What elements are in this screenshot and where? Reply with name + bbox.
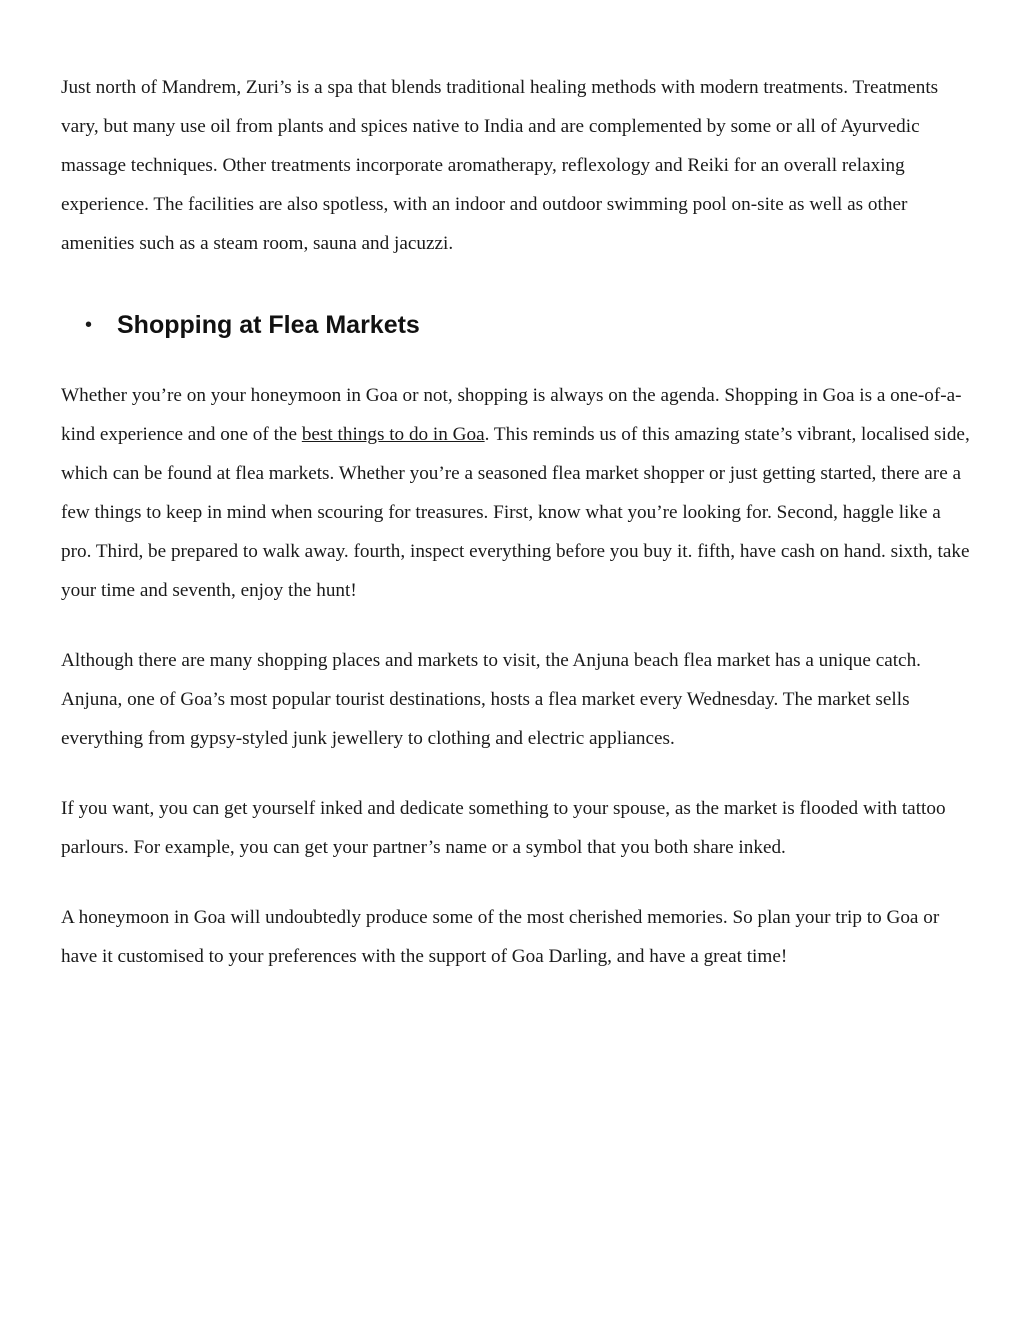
document-page [61, 68, 971, 1007]
conclusion-paragraph: A honeymoon in Goa will undoubtedly produce some of the most cherished memories. So plan your trip to Goa or have it customised to your preferences with the support of Goa Darling, and have a great time! [61, 907, 940, 967]
tattoo-paragraph: If you want, you can get yourself inked and dedicate something to your spouse, as the market is flooded with tattoo parlours. For example, you can get your partner’s name or a symbol that you both share inked. [61, 798, 946, 858]
best-things-link[interactable]: best things to do in Goa [301, 424, 485, 445]
anjuna-paragraph: Although there are many shopping places and markets to visit, the Anjuna beach flea market has a unique catch. Anjuna, one of Goa’s most popular tourist destinations, hosts a flea market every Wednesday. The market sells everything from gypsy-styled junk jewellery to clothing and electric appliances. [61, 650, 921, 749]
shopping-paragraph [61, 376, 971, 610]
shopping-paragraph-end: . This reminds us of this amazing state’s vibrant, localised side, which can be found at flea markets. Whether you’re a seasoned flea market shopper or just getting started, there are a few things to keep in mind when scouring for treasures. First, know what you’re looking for. Second, haggle like a pro. Third, be prepared to walk away. fourth, inspect everything before you buy it. fifth, have cash on hand. sixth, take your time and seventh, enjoy the hunt! [61, 424, 970, 601]
spa-paragraph: Just north of Mandrem, Zuri’s is a spa that blends traditional healing methods with modern treatments. Treatments vary, but many use oil from plants and spices native to India and are complemented by some or all of Ayurvedic massage techniques. Other treatments incorporate aromatherapy, reflexology and Reiki for an overall relaxing experience. The facilities are also spotless, with an indoor and outdoor swimming pool on-site as well as other amenities such as a steam room, sauna and jacuzzi. [61, 77, 939, 254]
bullet-icon: • [85, 313, 93, 336]
section-heading-row [61, 294, 971, 356]
shopping-paragraph-start: Whether you’re on your honeymoon in Goa or not, shopping is always on the agenda. Shopping in Goa is a one-of-a-kind experience and one of the [61, 385, 962, 445]
section-heading: Shopping at Flea Markets [117, 310, 420, 339]
